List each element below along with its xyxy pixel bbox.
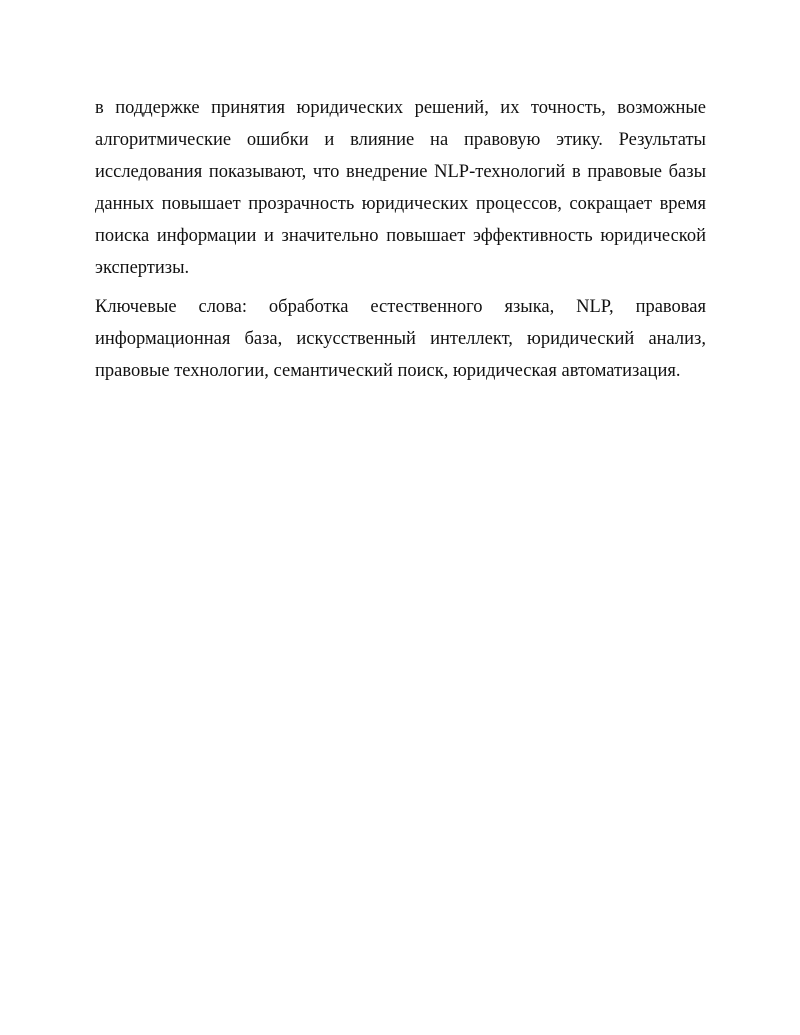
text-line: исследования показывают, что внедрение NLP-технологий в правовые базы [95, 162, 706, 182]
text-line: информационная база, искусственный интеллект, юридический анализ, [95, 329, 706, 349]
text-line: в поддержке принятия юридических решений, их точность, возможные [95, 98, 706, 118]
document-body [95, 92, 706, 387]
text-line: данных повышает прозрачность юридических процессов, сокращает время [95, 194, 706, 214]
text-line: Ключевые слова: обработка естественного языка, NLP, правовая [95, 297, 706, 317]
keywords-paragraph [95, 291, 706, 387]
text-line: экспертизы. [95, 258, 190, 278]
text-line: правовые технологии, семантический поиск, юридическая автоматизация. [95, 361, 681, 381]
text-line: алгоритмические ошибки и влияние на правовую этику. Результаты [95, 130, 706, 150]
abstract-paragraph [95, 92, 706, 284]
text-line: поиска информации и значительно повышает эффективность юридической [95, 226, 706, 246]
